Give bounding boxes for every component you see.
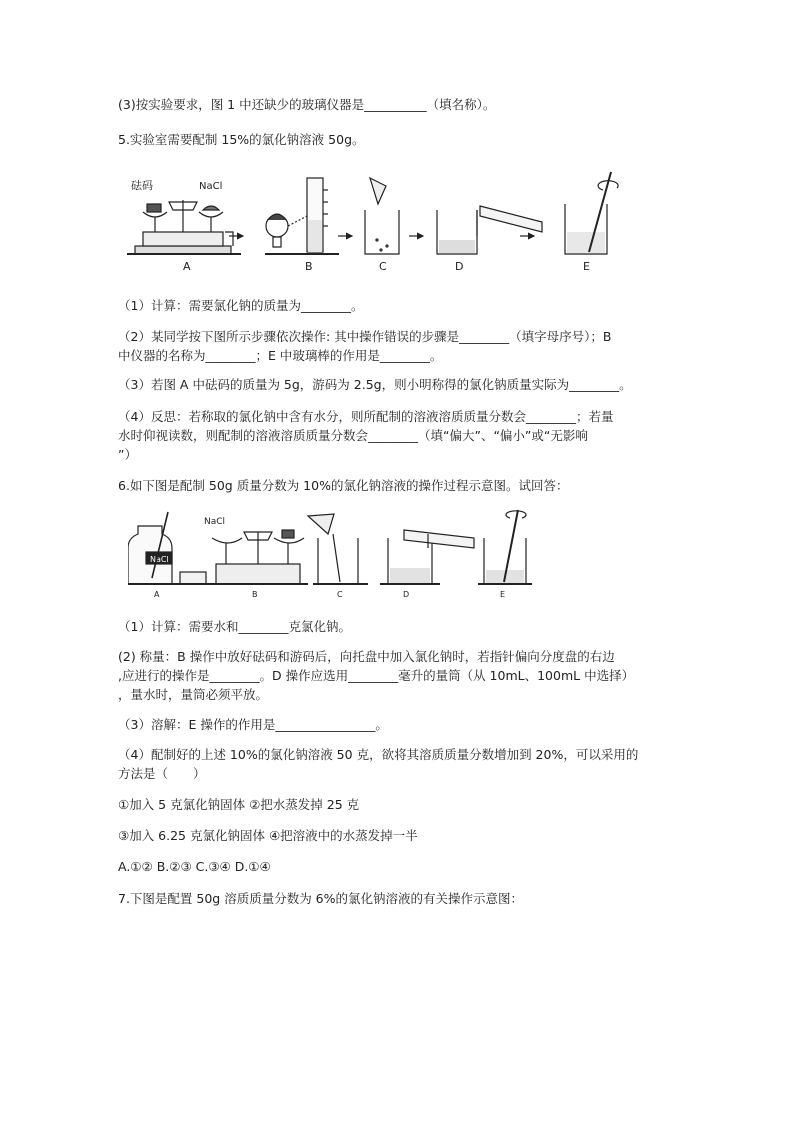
q5-label-nacl: NaCl xyxy=(199,181,223,192)
q6-options-line2: ③加入 6.25 克氯化钠固体 ④把溶液中的水蒸发掉一半 xyxy=(118,828,418,843)
q5-part2-line1: （2）某同学按下图所示步骤依次操作: 其中操作错误的步骤是________（填字母序号）；B xyxy=(118,329,612,344)
q5-step-label-b: B xyxy=(305,260,313,273)
q5-part4-line1: （4）反思：若称取的氯化钠中含有水分，则所配制的溶液溶质质量分数会________；若量 xyxy=(118,409,614,424)
q5-step-label-c: C xyxy=(379,260,387,273)
q5-stirring-drawing xyxy=(565,172,618,254)
q6-part2-line1: (2) 称量：B 操作中放好砝码和游码后，向托盘中加入氯化钠时，若指针偏向分度盘的右边 xyxy=(118,649,615,664)
q6-step-label-c: C xyxy=(337,590,343,599)
q5-balance-drawing xyxy=(127,178,241,254)
q5-stem: 5.实验室需要配制 15%的氯化钠溶液 50g。 xyxy=(118,132,365,147)
q4-part3: (3)按实验要求，图 1 中还缺少的玻璃仪器是__________（填名称）。 xyxy=(118,97,496,112)
q6-pour-water-drawing xyxy=(380,530,474,584)
q6-choices: A.①② B.②③ C.③④ D.①④ xyxy=(118,859,271,874)
q5-figure xyxy=(125,170,630,278)
q6-balance-label: NaCl xyxy=(204,517,226,527)
q5-beaker-funnel-drawing xyxy=(365,178,399,254)
q6-part4-line2: 方法是（ ） xyxy=(118,766,206,781)
q6-reagent-bottle-drawing xyxy=(128,512,208,584)
q5-part1: （1）计算：需要氯化钠的质量为________。 xyxy=(118,298,364,313)
q5-step-label-a: A xyxy=(183,260,191,273)
q6-options-line1: ①加入 5 克氯化钠固体 ②把水蒸发掉 25 克 xyxy=(118,797,360,812)
q6-stem: 6.如下图是配制 50g 质量分数为 10%的氯化钠溶液的操作过程示意图。试回答： xyxy=(118,478,569,493)
q6-step-label-a: A xyxy=(154,590,160,599)
q6-figure xyxy=(128,508,538,600)
q6-balance-drawing xyxy=(204,517,308,584)
q6-part4-line1: （4）配制好的上述 10%的氯化钠溶液 50 克，欲将其溶质质量分数增加到 20%，可以采用的 xyxy=(118,747,639,762)
q6-part2-line3: ，量水时，量筒必须平放。 xyxy=(118,687,269,702)
q5-step-label-d: D xyxy=(455,260,464,273)
q5-label-weight: 砝码 xyxy=(131,179,153,192)
q5-pour-water-drawing xyxy=(437,206,542,254)
q5-part4-line2: 水时仰视读数，则配制的溶液溶质质量分数会________（填“偏大”、“偏小”或“无影响 xyxy=(118,428,588,443)
q5-part2-line2: 中仪器的名称为________；E 中玻璃棒的作用是________。 xyxy=(118,348,443,363)
q5-part4-line3: ”） xyxy=(118,447,137,462)
q6-bottle-label: NaCl xyxy=(150,555,169,564)
q5-part3: （3）若图 A 中砝码的质量为 5g，游码为 2.5g，则小明称得的氯化钠质量实际为________。 xyxy=(118,377,632,392)
q5-cylinder-reading-drawing xyxy=(265,178,339,254)
q5-step-label-e: E xyxy=(583,260,590,273)
q6-part2-line2: ,应进行的操作是________。D 操作应选用________毫升的量筒（从 10mL、100mL 中选择） xyxy=(118,668,635,683)
q6-step-label-e: E xyxy=(500,590,506,599)
q6-step-label-d: D xyxy=(403,590,410,599)
q6-step-label-b: B xyxy=(252,590,258,599)
q7-stem: 7.下图是配置 50g 溶质质量分数为 6%的氯化钠溶液的有关操作示意图： xyxy=(118,891,524,906)
q6-part1: （1）计算：需要水和________克氯化钠。 xyxy=(118,619,351,634)
q6-part3: （3）溶解：E 操作的作用是________________。 xyxy=(118,717,388,732)
q6-beaker-drawing xyxy=(308,514,368,584)
q6-stirring-drawing xyxy=(478,510,532,584)
